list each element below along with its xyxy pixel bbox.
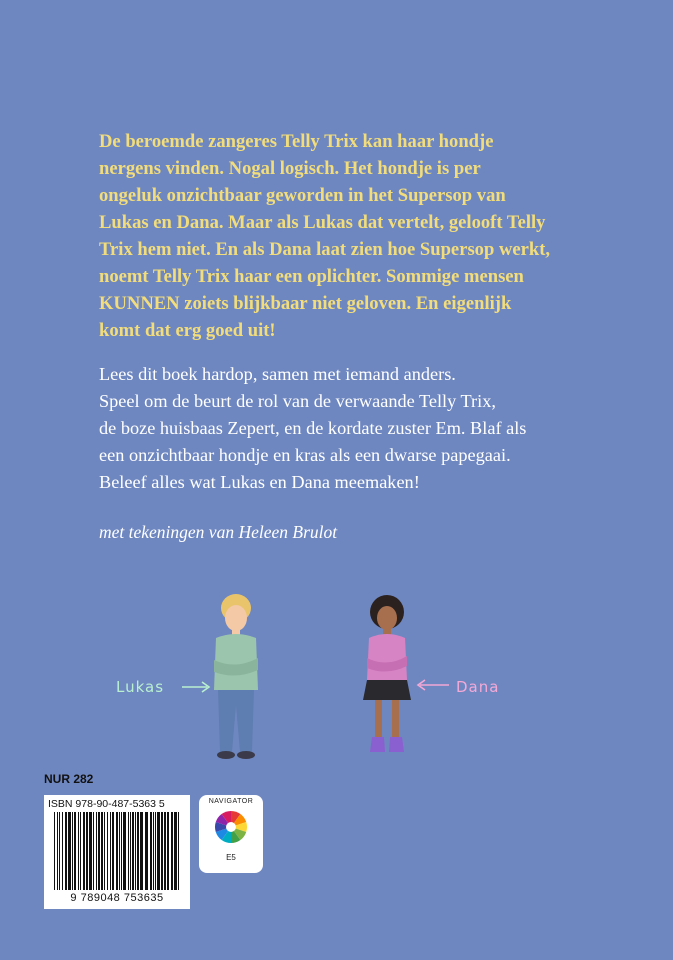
description-paragraph <box>99 361 619 496</box>
navigator-label: NAVIGATOR <box>208 798 254 805</box>
blurb-line: ongeluk onzichtbaar geworden in het Supersop van <box>99 185 506 206</box>
lukas-illustration <box>200 590 270 765</box>
blurb-line: nergens vinden. Nogal logisch. Het hondje is per <box>99 158 481 179</box>
dana-label: Dana <box>456 678 500 696</box>
arrow-left-icon <box>415 678 451 692</box>
description-line: de boze huisbaas Zepert, en de kordate zuster Em. Blaf als <box>99 418 527 438</box>
illustrator-credit: met tekeningen van Heleen Brulot <box>99 522 338 542</box>
blurb-line: KUNNEN zoiets blijkbaar niet geloven. En eigenlijk <box>99 293 512 314</box>
color-wheel-icon <box>214 810 248 844</box>
nur-code: NUR 282 <box>44 772 94 786</box>
navigator-level: E5 <box>226 853 236 862</box>
description-line: Beleef alles wat Lukas en Dana meemaken! <box>99 472 420 492</box>
arrow-right-icon <box>180 680 212 694</box>
ean-digits: 9 789048 753635 <box>70 892 164 904</box>
isbn-number: ISBN 978-90-487-5363 5 <box>48 798 165 810</box>
description-line: Speel om de beurt de rol van de verwaande Telly Trix, <box>99 391 496 411</box>
lukas-label: Lukas <box>116 678 165 696</box>
blurb-paragraph <box>99 128 599 344</box>
blurb-line: Trix hem niet. En als Dana laat zien hoe Supersop werkt, <box>99 239 551 260</box>
dana-illustration <box>355 592 420 762</box>
description-line: Lees dit boek hardop, samen met iemand anders. <box>99 364 456 384</box>
blurb-line: komt dat erg goed uit! <box>99 320 276 341</box>
blurb-line: noemt Telly Trix haar een oplichter. Sommige mensen <box>99 266 524 287</box>
navigator-badge <box>199 795 263 873</box>
description-line: een onzichtbaar hondje en kras als een dwarse papegaai. <box>99 445 511 465</box>
blurb-line: De beroemde zangeres Telly Trix kan haar hondje <box>99 131 494 152</box>
blurb-line: Lukas en Dana. Maar als Lukas dat vertelt, gelooft Telly <box>99 212 546 233</box>
isbn-barcode <box>44 795 190 909</box>
